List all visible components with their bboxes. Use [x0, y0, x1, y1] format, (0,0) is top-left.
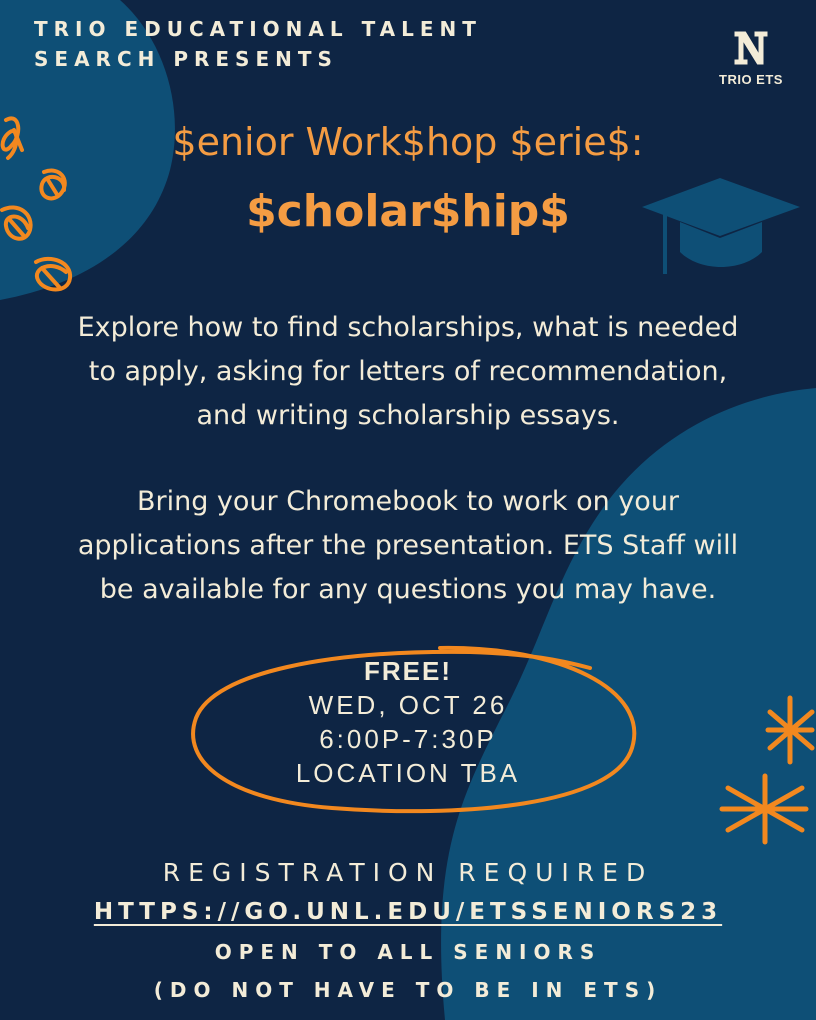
description-paragraph-2	[20, 480, 796, 612]
paragraph-line: to apply, asking for letters of recommendation,	[88, 356, 728, 387]
event-price: FREE!	[364, 656, 452, 686]
paragraph-line: be available for any questions you may have.	[99, 574, 717, 605]
description-paragraph-1	[20, 306, 796, 438]
presenter-heading	[34, 14, 482, 74]
paragraph-line: Bring your Chromebook to work on your	[136, 486, 680, 517]
paragraph-line: and writing scholarship essays.	[196, 400, 620, 431]
event-time: 6:00P-7:30P	[319, 724, 497, 754]
logo-text: TRIO ETS	[719, 72, 783, 87]
nebraska-n-logo	[731, 28, 771, 68]
paragraph-line: applications after the presentation. ETS Staff will	[77, 530, 739, 561]
trio-ets-logo	[716, 28, 786, 87]
event-date: WED, OCT 26	[308, 690, 508, 720]
registration-link[interactable]: HTTPS://GO.UNL.EDU/ETSSENIORS23	[93, 899, 723, 925]
eligibility-note: OPEN TO ALL SENIORS	[214, 940, 602, 964]
event-details	[208, 654, 608, 790]
event-location: LOCATION TBA	[295, 758, 521, 788]
topic-title: $cholar$hip$	[246, 186, 570, 237]
eligibility-subnote: (DO NOT HAVE TO BE IN ETS)	[153, 978, 663, 1002]
presenter-line-2: SEARCH PRESENTS	[34, 47, 338, 71]
paragraph-line: Explore how to find scholarships, what is needed	[77, 312, 739, 343]
presenter-line-1: TRIO EDUCATIONAL TALENT	[34, 17, 482, 41]
series-title: $enior Work$hop $erie$:	[172, 120, 644, 164]
registration-url-wrap	[0, 899, 816, 925]
registration-label: REGISTRATION REQUIRED	[162, 858, 654, 887]
